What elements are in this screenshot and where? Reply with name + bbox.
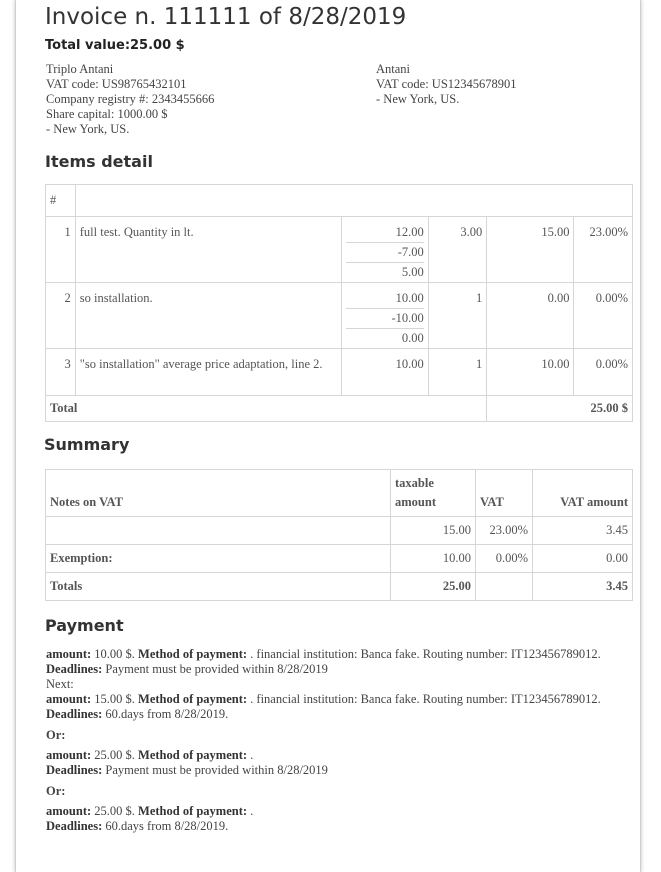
- col-vat-header: VAT: [476, 470, 533, 517]
- summary-table: [45, 469, 633, 601]
- summary-vat: 23.00%: [476, 517, 533, 545]
- item-amount: 0.00: [487, 283, 574, 349]
- col-taxable-header: taxable amount: [391, 470, 476, 517]
- seller-line: Share capital: 1000.00 $: [46, 107, 168, 121]
- item-quantity: 10.00 -10.00 0.00: [341, 283, 428, 349]
- buyer-line: VAT code: US12345678901: [376, 77, 517, 91]
- table-header-row: [46, 185, 633, 217]
- item-amount: 10.00: [487, 349, 574, 396]
- payment-entry: amount: 15.00 $. Method of payment: . financial institution: Banca fake. Routing number: IT123456789012. Deadlines: 60.days from 8/28/2019.: [46, 692, 601, 721]
- summary-totals-label: Totals: [46, 573, 391, 601]
- item-description: "so installation" average price adaptation, line 2.: [75, 349, 341, 396]
- buyer-line: Antani: [376, 62, 411, 76]
- table-row: [46, 217, 633, 283]
- items-table: [45, 184, 633, 422]
- item-vat: 23.00%: [574, 217, 633, 283]
- item-description: so installation.: [75, 283, 341, 349]
- item-description: full test. Quantity in lt.: [75, 217, 341, 283]
- summary-taxable: 15.00: [391, 517, 476, 545]
- col-vat-amount-header: VAT amount: [533, 470, 633, 517]
- payment-heading: Payment: [45, 616, 124, 635]
- summary-row: [46, 545, 633, 573]
- payment-section: [46, 647, 606, 834]
- summary-row: [46, 517, 633, 545]
- items-heading: Items detail: [45, 152, 153, 171]
- item-amount: 15.00: [487, 217, 574, 283]
- summary-note: Exemption:: [46, 545, 391, 573]
- item-price: 1: [428, 349, 486, 396]
- payment-entry: amount: 25.00 $. Method of payment: . Deadlines: 60.days from 8/28/2019.: [46, 804, 254, 833]
- total-value: Total value:25.00 $: [45, 38, 185, 53]
- payment-next: Next:: [46, 677, 74, 691]
- buyer-address: [376, 62, 517, 107]
- item-vat: 0.00%: [574, 283, 633, 349]
- item-vat: 0.00%: [574, 349, 633, 396]
- seller-line: VAT code: US98765432101: [46, 77, 187, 91]
- payment-entry: amount: 25.00 $. Method of payment: . Deadlines: Payment must be provided within 8/28/2019: [46, 748, 328, 777]
- invoice-page: [15, 0, 641, 872]
- summary-vat-amount: 3.45: [533, 517, 633, 545]
- item-number: 3: [46, 349, 76, 396]
- invoice-title: Invoice n. 111111 of 8/28/2019: [45, 4, 407, 30]
- summary-vat-amount: 0.00: [533, 545, 633, 573]
- summary-totals-taxable: 25.00: [391, 573, 476, 601]
- total-row: [46, 396, 633, 422]
- seller-line: - New York, US.: [46, 122, 130, 136]
- payment-entry: amount: 10.00 $. Method of payment: . financial institution: Banca fake. Routing number: IT123456789012. Deadlines: Payment must be provided within 8/28/2019: [46, 647, 601, 676]
- item-price: 3.00: [428, 217, 486, 283]
- summary-header-row: [46, 470, 633, 517]
- item-quantity: 12.00 -7.00 5.00: [341, 217, 428, 283]
- summary-heading: Summary: [44, 435, 130, 454]
- summary-taxable: 10.00: [391, 545, 476, 573]
- hash-header: #: [46, 185, 76, 217]
- total-amount: 25.00 $: [487, 396, 633, 422]
- table-row: [46, 349, 633, 396]
- seller-address: [46, 62, 214, 137]
- summary-vat: 0.00%: [476, 545, 533, 573]
- item-number: 2: [46, 283, 76, 349]
- seller-line: Triplo Antani: [46, 62, 114, 76]
- summary-totals-row: [46, 573, 633, 601]
- total-label: Total: [46, 396, 487, 422]
- payment-or: Or:: [46, 784, 66, 798]
- summary-totals-vat-amount: 3.45: [533, 573, 633, 601]
- seller-line: Company registry #: 2343455666: [46, 92, 215, 106]
- col-notes-header: Notes on VAT: [46, 470, 391, 517]
- item-price: 1: [428, 283, 486, 349]
- item-quantity: 10.00: [341, 349, 428, 396]
- buyer-line: - New York, US.: [376, 92, 460, 106]
- summary-note: [46, 517, 391, 545]
- payment-or: Or:: [46, 728, 66, 742]
- item-number: 1: [46, 217, 76, 283]
- table-row: [46, 283, 633, 349]
